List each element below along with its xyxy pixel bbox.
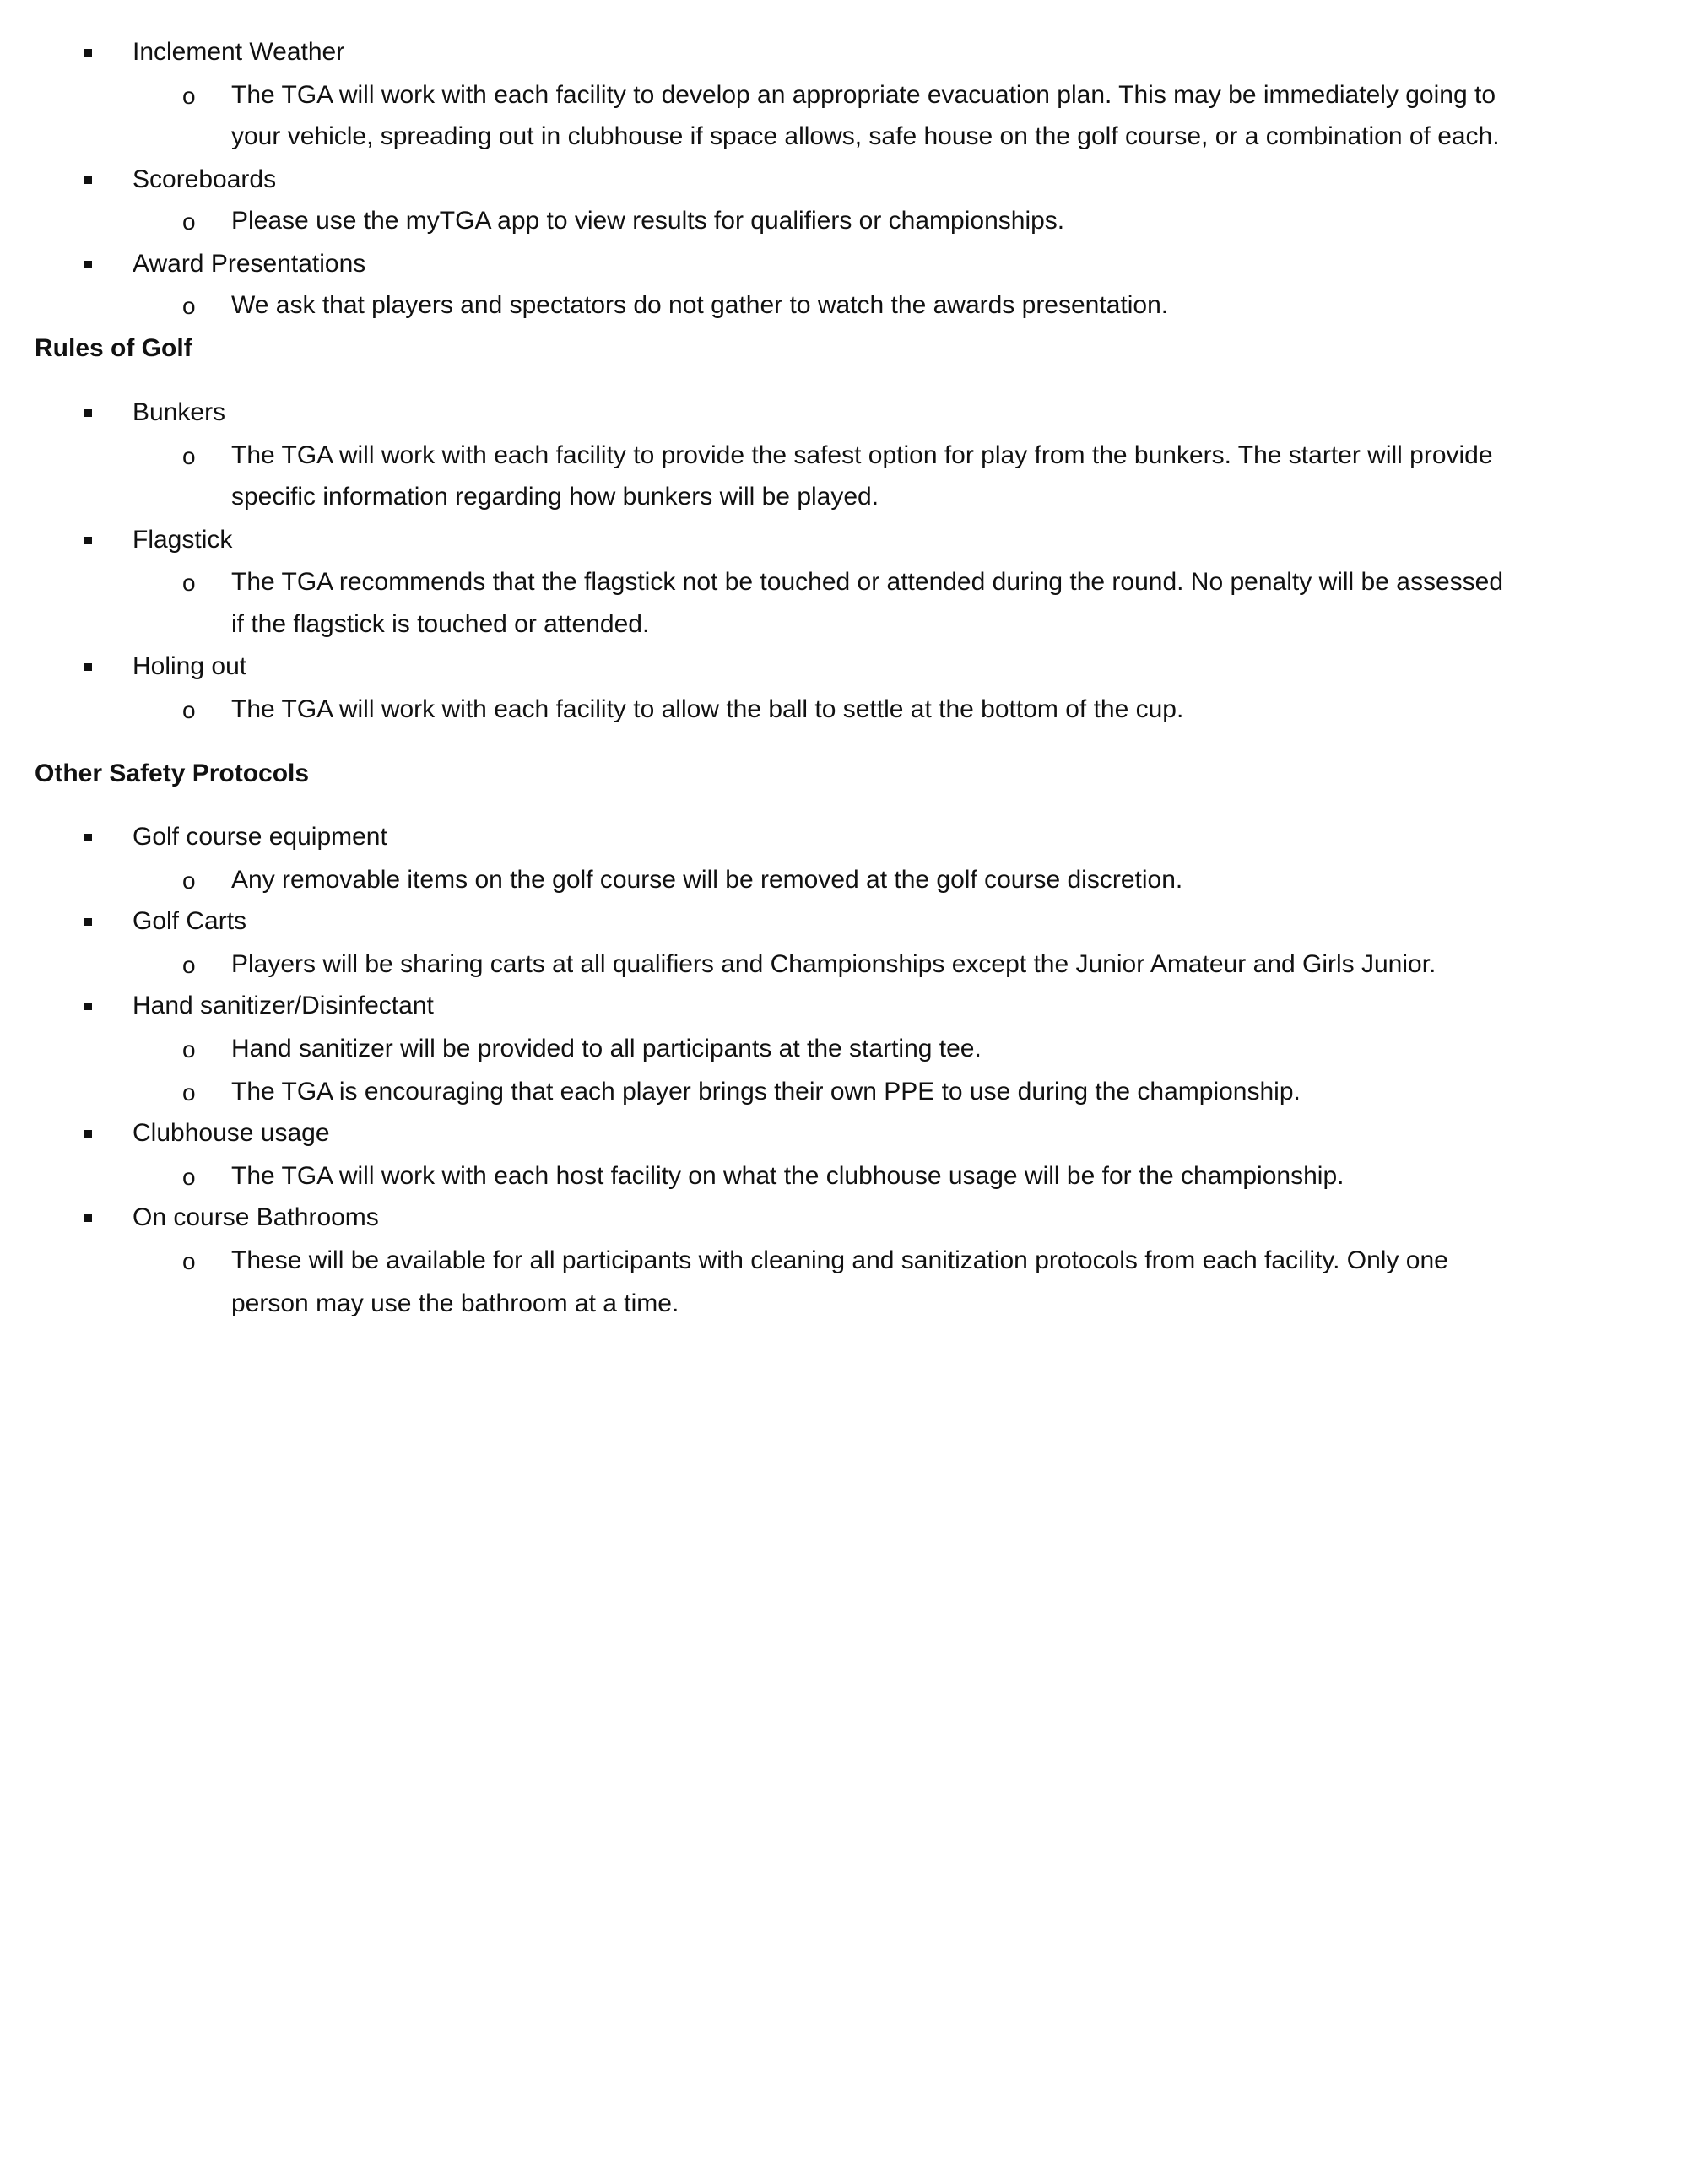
sub-bullet-marker: o [182, 697, 196, 723]
list-item-inclement-weather: Inclement Weather [133, 38, 345, 66]
sub-bullet-marker: o [182, 1164, 196, 1190]
list-item-on-course-bathrooms: On course Bathrooms [133, 1203, 379, 1231]
list-item-golf-course-equipment: Golf course equipment [133, 823, 387, 851]
sub-item-text: We ask that players and spectators do not gather to watch the awards presentation. [231, 291, 1169, 319]
sub-item-text: specific information regarding how bunkers will be played. [231, 483, 879, 511]
section-heading-other-safety-protocols: Other Safety Protocols [35, 760, 310, 787]
sub-bullet-marker: o [182, 293, 196, 319]
list-item-hand-sanitizer: Hand sanitizer/Disinfectant [133, 992, 434, 1019]
list-item-bunkers: Bunkers [133, 398, 226, 426]
sub-bullet-marker: o [182, 570, 196, 596]
sub-bullet-marker: o [182, 1036, 196, 1062]
sub-item-text: The TGA will work with each host facility on what the clubhouse usage will be for the championship. [231, 1162, 1344, 1190]
bullet-marker [84, 663, 92, 671]
bullet-marker [84, 176, 92, 184]
bullet-marker [84, 834, 92, 841]
list-item-holing-out: Holing out [133, 652, 247, 680]
bullet-marker [84, 1214, 92, 1222]
sub-item-text: Hand sanitizer will be provided to all participants at the starting tee. [231, 1035, 982, 1062]
section-heading-rules-of-golf: Rules of Golf [35, 334, 192, 362]
bullet-marker [84, 1003, 92, 1010]
bullet-marker [84, 1130, 92, 1138]
sub-item-text: your vehicle, spreading out in clubhouse if space allows, safe house on the golf course, or a combination of each. [231, 122, 1500, 150]
sub-item-text: person may use the bathroom at a time. [231, 1289, 679, 1317]
sub-item-text: The TGA will work with each facility to allow the ball to settle at the bottom of the cup. [231, 695, 1184, 723]
sub-bullet-marker: o [182, 1248, 196, 1274]
sub-item-text: The TGA will work with each facility to provide the safest option for play from the bunkers. The starter will provide [231, 441, 1493, 469]
bullet-marker [84, 918, 92, 926]
list-item-award-presentations: Award Presentations [133, 250, 366, 278]
bullet-marker [84, 261, 92, 268]
list-item-golf-carts: Golf Carts [133, 907, 247, 935]
list-item-clubhouse-usage: Clubhouse usage [133, 1119, 330, 1147]
bullet-marker [84, 537, 92, 544]
sub-bullet-marker: o [182, 83, 196, 109]
bullet-marker [84, 49, 92, 57]
sub-item-text: These will be available for all participants with cleaning and sanitization protocols from each facility. Only one [231, 1246, 1448, 1274]
sub-item-text: The TGA is encouraging that each player brings their own PPE to use during the championship. [231, 1078, 1301, 1106]
list-item-scoreboards: Scoreboards [133, 165, 277, 193]
sub-item-text: The TGA recommends that the flagstick not be touched or attended during the round. No penalty will be assessed [231, 568, 1504, 596]
sub-bullet-marker: o [182, 443, 196, 469]
sub-bullet-marker: o [182, 952, 196, 978]
sub-item-text: if the flagstick is touched or attended. [231, 610, 650, 638]
sub-item-text: Players will be sharing carts at all qualifiers and Championships except the Junior Amateur and Girls Junior. [231, 950, 1436, 978]
sub-item-text: Any removable items on the golf course will be removed at the golf course discretion. [231, 866, 1183, 894]
bullet-marker [84, 409, 92, 417]
sub-bullet-marker: o [182, 1079, 196, 1106]
sub-item-text: Please use the myTGA app to view results for qualifiers or championships. [231, 207, 1065, 235]
sub-bullet-marker: o [182, 868, 196, 894]
sub-item-text: The TGA will work with each facility to develop an appropriate evacuation plan. This may be immediately going to [231, 81, 1496, 109]
sub-bullet-marker: o [182, 208, 196, 235]
list-item-flagstick: Flagstick [133, 526, 233, 554]
